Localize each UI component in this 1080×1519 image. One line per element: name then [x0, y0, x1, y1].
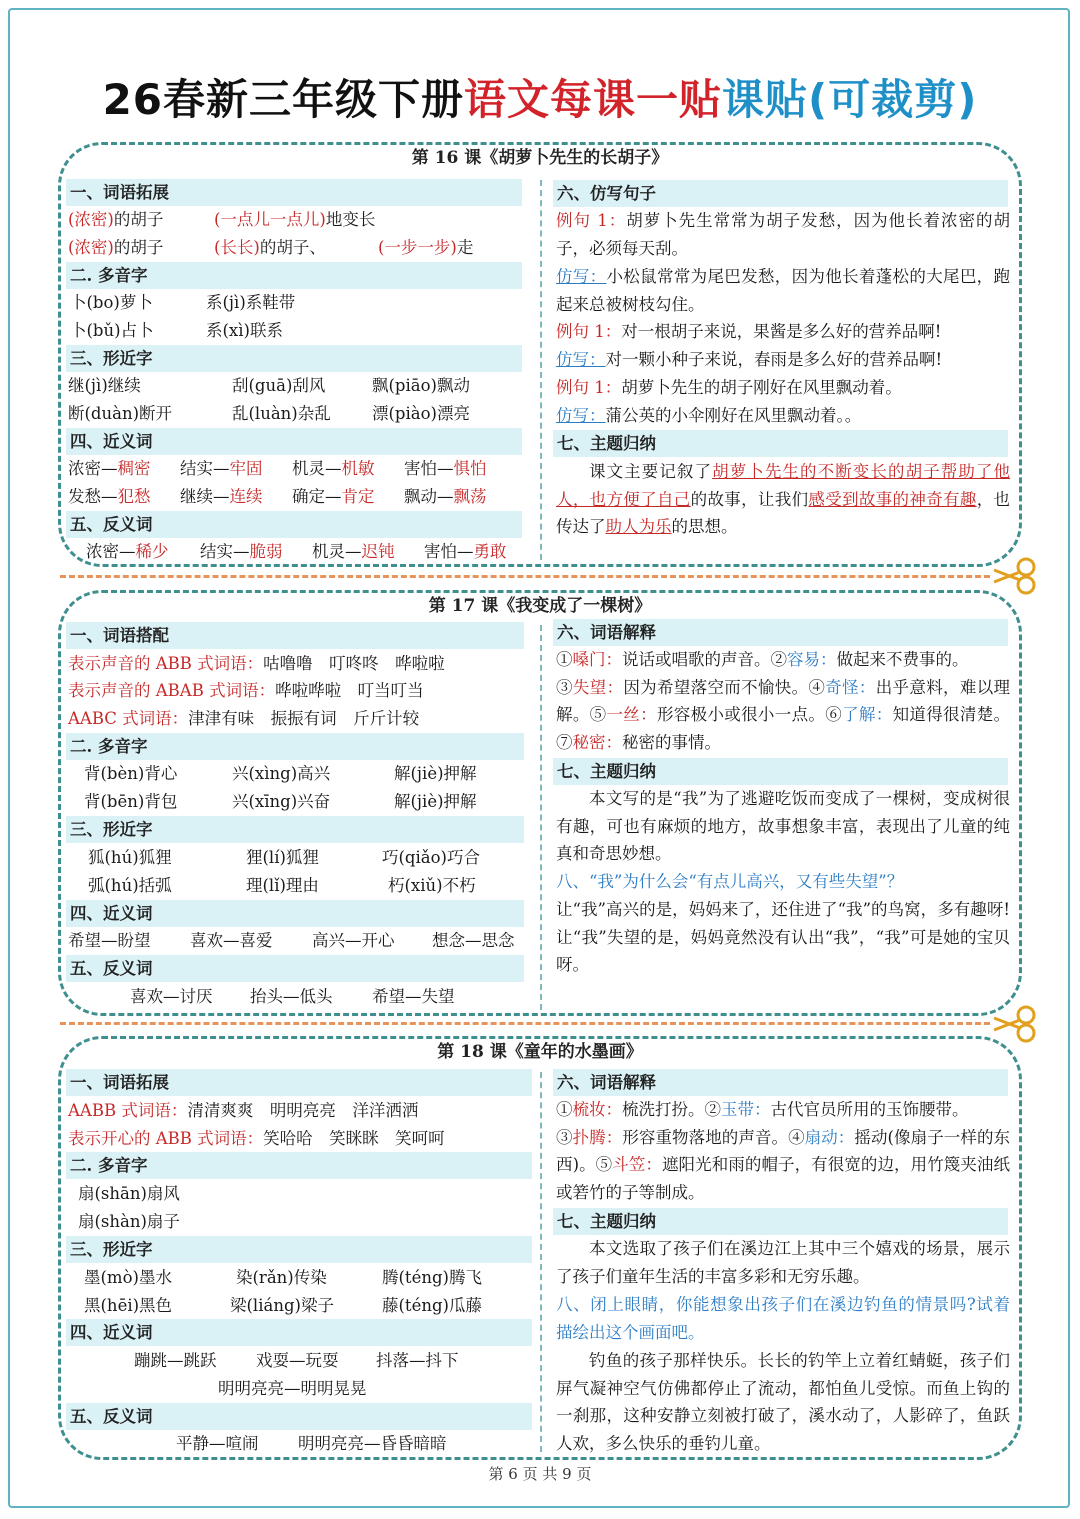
- number: ⑤: [589, 705, 607, 725]
- text: 飘动—: [404, 487, 454, 506]
- number: ③: [556, 1127, 573, 1147]
- similar-char-item: 飘(piāo)飘动: [372, 376, 470, 395]
- definition: 做起来不费事的。: [836, 650, 969, 669]
- number: ④: [788, 1127, 805, 1147]
- antonym-item: 平静—喧闹: [176, 1434, 259, 1453]
- text: 津津有味 振振有词 斤斤计较: [188, 709, 420, 728]
- answer-text: 稀少: [135, 542, 169, 561]
- lesson17-divider: [540, 625, 542, 1010]
- antonym-item: 抬头—低头: [250, 987, 333, 1006]
- lesson16-divider: [540, 180, 542, 560]
- text: 的故事，让我们: [690, 489, 809, 509]
- answer-text: (一点儿一点儿): [214, 210, 326, 229]
- answer-text: 肯定: [341, 487, 375, 506]
- text: 害怕—: [404, 459, 454, 478]
- text: 浓密—: [68, 459, 118, 478]
- synonym-item: [180, 455, 263, 482]
- word-explanations: [556, 646, 1010, 756]
- section-heading: 五、反义词: [66, 1403, 532, 1430]
- section-heading: 四、近义词: [66, 428, 522, 455]
- polyphone-item: 扇(shàn)扇子: [78, 1212, 180, 1231]
- definition: 古代官员所用的玉饰腰带。: [770, 1100, 969, 1119]
- label: 仿写：: [556, 350, 606, 369]
- cut-line: [60, 1022, 990, 1025]
- similar-char-item: 乱(luàn)杂乱: [232, 404, 331, 423]
- term: 一丝：: [606, 705, 657, 725]
- synonym-item: [292, 455, 375, 482]
- text: 的胡子: [113, 210, 164, 229]
- title-part-grade: 26春新三年级下册: [102, 75, 465, 124]
- number: ⑥: [825, 705, 843, 725]
- answer-text: 脆弱: [249, 542, 283, 561]
- synonym-item: 明明亮亮—明明晃晃: [218, 1379, 367, 1398]
- title-part-sticker: 课贴(可裁剪): [722, 75, 978, 124]
- answer-text: (一步一步): [378, 238, 457, 257]
- synonym-item: [180, 483, 263, 510]
- synonym-item: [292, 483, 375, 510]
- text: 笑哈哈 笑眯眯 笑呵呵: [263, 1129, 445, 1148]
- text: 对一根胡子来说，果酱是多么好的营养品啊!: [621, 322, 942, 341]
- text: 的思想。: [671, 517, 738, 537]
- expansion-row: [378, 234, 473, 261]
- definition: 形容极小或很小一点。: [656, 705, 826, 725]
- synonym-item: 蹦跳—跳跃: [134, 1351, 217, 1370]
- similar-char-item: 漂(piào)漂亮: [372, 404, 470, 423]
- similar-char-item: 染(rǎn)传染: [236, 1268, 327, 1287]
- question: 八、闭上眼睛，你能想象出孩子们在溪边钓鱼的情景吗?试着描绘出这个画面吧。: [556, 1295, 1010, 1342]
- label: 例句 1：: [556, 378, 622, 397]
- polyphone-item: 解(jiè)押解: [394, 764, 477, 783]
- section-heading: 二. 多音字: [66, 733, 524, 760]
- text: 小松鼠常常为尾巴发愁，因为他长着蓬松的大尾巴，跑起来总被树枝勾住。: [556, 267, 1011, 314]
- definition: 形容重物落地的声音。: [622, 1127, 789, 1147]
- polyphone-item: 背(bēn)背包: [84, 792, 178, 811]
- section-heading: 二. 多音字: [66, 1152, 532, 1179]
- lesson16-title: 第 16 课《胡萝卜先生的长胡子》: [411, 148, 669, 168]
- polyphone-item: 卜(bǔ)占卜: [70, 321, 154, 340]
- text: 地变长: [325, 210, 376, 229]
- number: ②: [770, 650, 787, 669]
- label: 表示开心的 ABB 式词语：: [68, 1129, 264, 1148]
- section-heading: 一、词语搭配: [66, 622, 524, 649]
- term: 扇动：: [804, 1127, 855, 1147]
- antonym-item: 喜欢—讨厌: [130, 987, 213, 1006]
- similar-char-item: 继(jì)继续: [68, 376, 141, 395]
- example-sentence: [556, 374, 1010, 402]
- term: 失望：: [572, 677, 624, 697]
- label: 例句 1：: [556, 322, 622, 341]
- synonym-item: [68, 483, 151, 510]
- answer-text: (浓密): [68, 210, 114, 229]
- collocation-row: [68, 650, 445, 677]
- number: ⑦: [556, 732, 573, 752]
- text: 发愁—: [68, 487, 118, 506]
- text: ，也传达了: [556, 489, 1011, 537]
- label: 仿写：: [556, 267, 607, 286]
- similar-char-item: 腾(téng)腾飞: [382, 1268, 482, 1287]
- term: 梳妆：: [572, 1100, 622, 1119]
- cut-line: [60, 575, 990, 578]
- definition: 梳洗打扮。: [622, 1100, 705, 1119]
- similar-char-item: 黑(hēi)黑色: [84, 1296, 173, 1315]
- section-heading: 六、仿写句子: [553, 180, 1008, 207]
- definition: 因为希望落空而不愉快。: [623, 677, 809, 697]
- number: ②: [704, 1100, 721, 1119]
- polyphone-item: 解(jiè)押解: [394, 792, 477, 811]
- scissors-icon: [990, 556, 1038, 596]
- antonym-item: [200, 538, 283, 565]
- term: 玉带：: [721, 1100, 771, 1119]
- text: 的胡子: [113, 238, 164, 257]
- polyphone-item: 兴(xīng)兴奋: [232, 792, 331, 811]
- number: ④: [808, 677, 826, 697]
- definition: 遮阳光和雨的帽子，有很宽的边，用竹篾夹油纸或箬竹的子等制成。: [556, 1155, 1011, 1202]
- theme-summary: 本文写的是“我”为了逃避吃饭而变成了一棵树，变成树很有趣，可也有麻烦的地方，故事想象丰富，表现出了儿童的纯真和奇思妙想。: [556, 789, 1010, 864]
- polyphone-item: 系(xì)联系: [206, 321, 283, 340]
- text: 继续—: [180, 487, 230, 506]
- polyphone-item: 卜(bo)萝卜: [70, 293, 153, 312]
- lesson18-title: 第 18 课《童年的水墨画》: [437, 1042, 643, 1062]
- example-sentence: [556, 318, 1010, 346]
- lesson17-title: 第 17 课《我变成了一棵树》: [428, 596, 652, 616]
- section-heading: 四、近义词: [66, 1319, 532, 1346]
- similar-char-item: 理(lǐ)理由: [246, 876, 319, 895]
- label: 表示声音的 ABB 式词语：: [68, 654, 264, 673]
- section-heading: 三、形近字: [66, 345, 522, 372]
- answer-text: 犯愁: [117, 487, 151, 506]
- term: 奇怪：: [825, 677, 876, 697]
- term: 嗓门：: [572, 650, 622, 669]
- text: 浓密—: [86, 542, 136, 561]
- imitation-sentence: [556, 346, 1010, 374]
- term: 容易：: [787, 650, 837, 669]
- similar-char-item: 狐(hú)狐狸: [88, 848, 172, 867]
- term: 扑腾：: [572, 1127, 623, 1147]
- section-heading: 七、主题归纳: [553, 1208, 1008, 1235]
- question: 八、“我”为什么会“有点儿高兴，又有些失望”？: [556, 872, 904, 891]
- polyphone-item: 兴(xìng)高兴: [232, 764, 331, 783]
- theme-summary: 本文选取了孩子们在溪边江上其中三个嬉戏的场景，展示了孩子们童年生活的丰富多彩和无穷乐趣。: [556, 1239, 1010, 1286]
- scissors-icon: [990, 1004, 1038, 1044]
- expansion-row: [68, 206, 163, 233]
- synonym-item: 希望—盼望: [68, 931, 151, 950]
- synonym-item: 喜欢—喜爱: [190, 931, 273, 950]
- expansion-row: [214, 234, 326, 261]
- synonym-item: 戏耍—玩耍: [256, 1351, 339, 1370]
- key-phrase: 胡萝卜先生的不断变长的胡子帮助了他人，也方便了自己: [556, 462, 1011, 509]
- answer: 钓鱼的孩子那样快乐。长长的钓竿上立着红蜻蜓，孩子们屏气凝神空气仿佛都停止了流动，都怕鱼儿受惊。而鱼上钩的一刹那，这种安静立刻被打破了，溪水动了，人影碎了，鱼跃人欢，多么快乐的垂钓儿童。: [556, 1351, 1010, 1453]
- text: 结实—: [200, 542, 250, 561]
- similar-char-item: 梁(liáng)梁子: [230, 1296, 334, 1315]
- definition: 摇动(像扇子一样的东西)。: [556, 1127, 1011, 1175]
- theme-summary: [556, 458, 1010, 541]
- number: ①: [556, 650, 573, 669]
- term: 斗笠：: [612, 1155, 662, 1175]
- text: 的胡子、: [259, 238, 326, 257]
- text: 哗啦哗啦 叮当叮当: [275, 681, 424, 700]
- label: 表示声音的 ABAB 式词语：: [68, 681, 276, 700]
- text: 清清爽爽 明明亮亮 洋洋洒洒: [187, 1101, 419, 1120]
- section-heading: 一、词语拓展: [66, 179, 522, 206]
- text: 课文主要记叙了: [589, 462, 713, 481]
- text: 走: [456, 238, 474, 257]
- antonym-item: 明明亮亮—昏昏暗暗: [298, 1434, 447, 1453]
- synonym-item: 高兴—开心: [312, 931, 395, 950]
- section-heading: 四、近义词: [66, 900, 524, 927]
- section-heading: 二. 多音字: [66, 262, 522, 289]
- text: 机灵—: [312, 542, 362, 561]
- answer-text: 迟钝: [361, 542, 395, 561]
- antonym-item: [312, 538, 395, 565]
- number: ①: [556, 1100, 573, 1119]
- answer-text: 稠密: [117, 459, 151, 478]
- answer-text: (长长): [214, 238, 260, 257]
- antonym-item: [424, 538, 507, 565]
- section-heading: 五、反义词: [66, 955, 524, 982]
- section-heading: 七、主题归纳: [553, 430, 1008, 457]
- section-heading: 三、形近字: [66, 816, 524, 843]
- section-heading: 七、主题归纳: [553, 758, 1008, 785]
- expansion-row: [68, 234, 163, 261]
- answer-text: (浓密): [68, 238, 114, 257]
- section-heading: 三、形近字: [66, 1236, 532, 1263]
- section-heading: 五、反义词: [66, 511, 522, 538]
- definition: 说话或唱歌的声音。: [622, 650, 771, 669]
- number: ③: [556, 677, 573, 697]
- text: 机灵—: [292, 459, 342, 478]
- definition: 知道得很清楚。: [892, 705, 1011, 725]
- term: 了解：: [842, 705, 893, 725]
- text: 对一颗小种子来说，春雨是多么好的营养品啊!: [605, 350, 943, 369]
- definition: 秘密的事情。: [622, 732, 721, 752]
- key-phrase: 助人为乐: [605, 517, 672, 537]
- antonym-item: [86, 538, 169, 565]
- text: 确定—: [292, 487, 342, 506]
- antonym-item: 希望—失望: [372, 987, 455, 1006]
- key-phrase: 感受到故事的神奇有趣: [808, 489, 977, 509]
- synonym-item: [404, 483, 487, 510]
- similar-char-item: 墨(mò)墨水: [84, 1268, 172, 1287]
- label: 例句 1：: [556, 211, 627, 230]
- label: 仿写：: [556, 406, 606, 425]
- collocation-row: [68, 705, 419, 732]
- section-heading: 六、词语解释: [553, 1069, 1008, 1096]
- polyphone-item: 背(bèn)背心: [84, 764, 178, 783]
- text: 胡萝卜先生的胡子刚好在风里飘动着。: [621, 378, 902, 397]
- similar-char-item: 朽(xiǔ)不朽: [388, 876, 476, 895]
- collocation-row: [68, 677, 424, 704]
- similar-char-item: 巧(qiǎo)巧合: [382, 848, 480, 867]
- term: 秘密：: [572, 732, 622, 752]
- answer-text: 牢固: [229, 459, 263, 478]
- expansion-row: [68, 1097, 418, 1124]
- title-part-subject: 语文每课一贴: [464, 75, 723, 124]
- lesson18-divider: [540, 1072, 542, 1452]
- synonym-item: 抖落—抖下: [376, 1351, 459, 1370]
- answer-text: 惧怕: [453, 459, 487, 478]
- expansion-row: [214, 206, 375, 233]
- word-explanations: [556, 1096, 1010, 1206]
- similar-char-item: 刮(guā)刮风: [232, 376, 326, 395]
- similar-char-item: 狸(lí)狐狸: [246, 848, 319, 867]
- page-number: 第 6 页 共 9 页: [488, 1465, 592, 1483]
- page-title: [0, 70, 1080, 130]
- section-heading: 一、词语拓展: [66, 1069, 532, 1096]
- similar-char-item: 藤(téng)瓜藤: [382, 1296, 482, 1315]
- label: AABC 式词语：: [68, 709, 189, 728]
- label: AABB 式词语：: [68, 1101, 188, 1120]
- definition: 出乎意料，难以理解。: [556, 677, 1011, 725]
- polyphone-item: 系(jì)系鞋带: [206, 293, 296, 312]
- similar-char-item: 断(duàn)断开: [68, 404, 173, 423]
- polyphone-item: 扇(shān)扇风: [78, 1184, 180, 1203]
- text: 蒲公英的小伞刚好在风里飘动着。。: [605, 406, 862, 425]
- section-heading: 六、词语解释: [553, 619, 1008, 646]
- similar-char-item: 弧(hú)括弧: [88, 876, 172, 895]
- imitation-sentence: [556, 402, 1010, 430]
- text: 胡萝卜先生常常为胡子发愁，因为他长着浓密的胡子，必须每天刮。: [556, 211, 1011, 258]
- answer-text: 连续: [229, 487, 263, 506]
- number: ⑤: [595, 1155, 613, 1175]
- synonym-item: [68, 455, 151, 482]
- example-sentence: [556, 207, 1010, 262]
- synonym-item: [404, 455, 487, 482]
- answer-text: 飘荡: [453, 487, 487, 506]
- text: 咕噜噜 叮咚咚 哗啦啦: [263, 654, 445, 673]
- imitation-sentence: [556, 263, 1010, 318]
- answer-text: 勇敢: [473, 542, 507, 561]
- text: 害怕—: [424, 542, 474, 561]
- synonym-item: 想念—思念: [432, 931, 515, 950]
- answer: 让“我”高兴的是，妈妈来了，还住进了“我”的鸟窝，多有趣呀!让“我”失望的是，妈妈竟然没有认出“我”，“我”可是她的宝贝呀。: [556, 900, 1010, 975]
- expansion-row: [68, 1125, 445, 1152]
- answer-text: 机敏: [341, 459, 375, 478]
- text: 结实—: [180, 459, 230, 478]
